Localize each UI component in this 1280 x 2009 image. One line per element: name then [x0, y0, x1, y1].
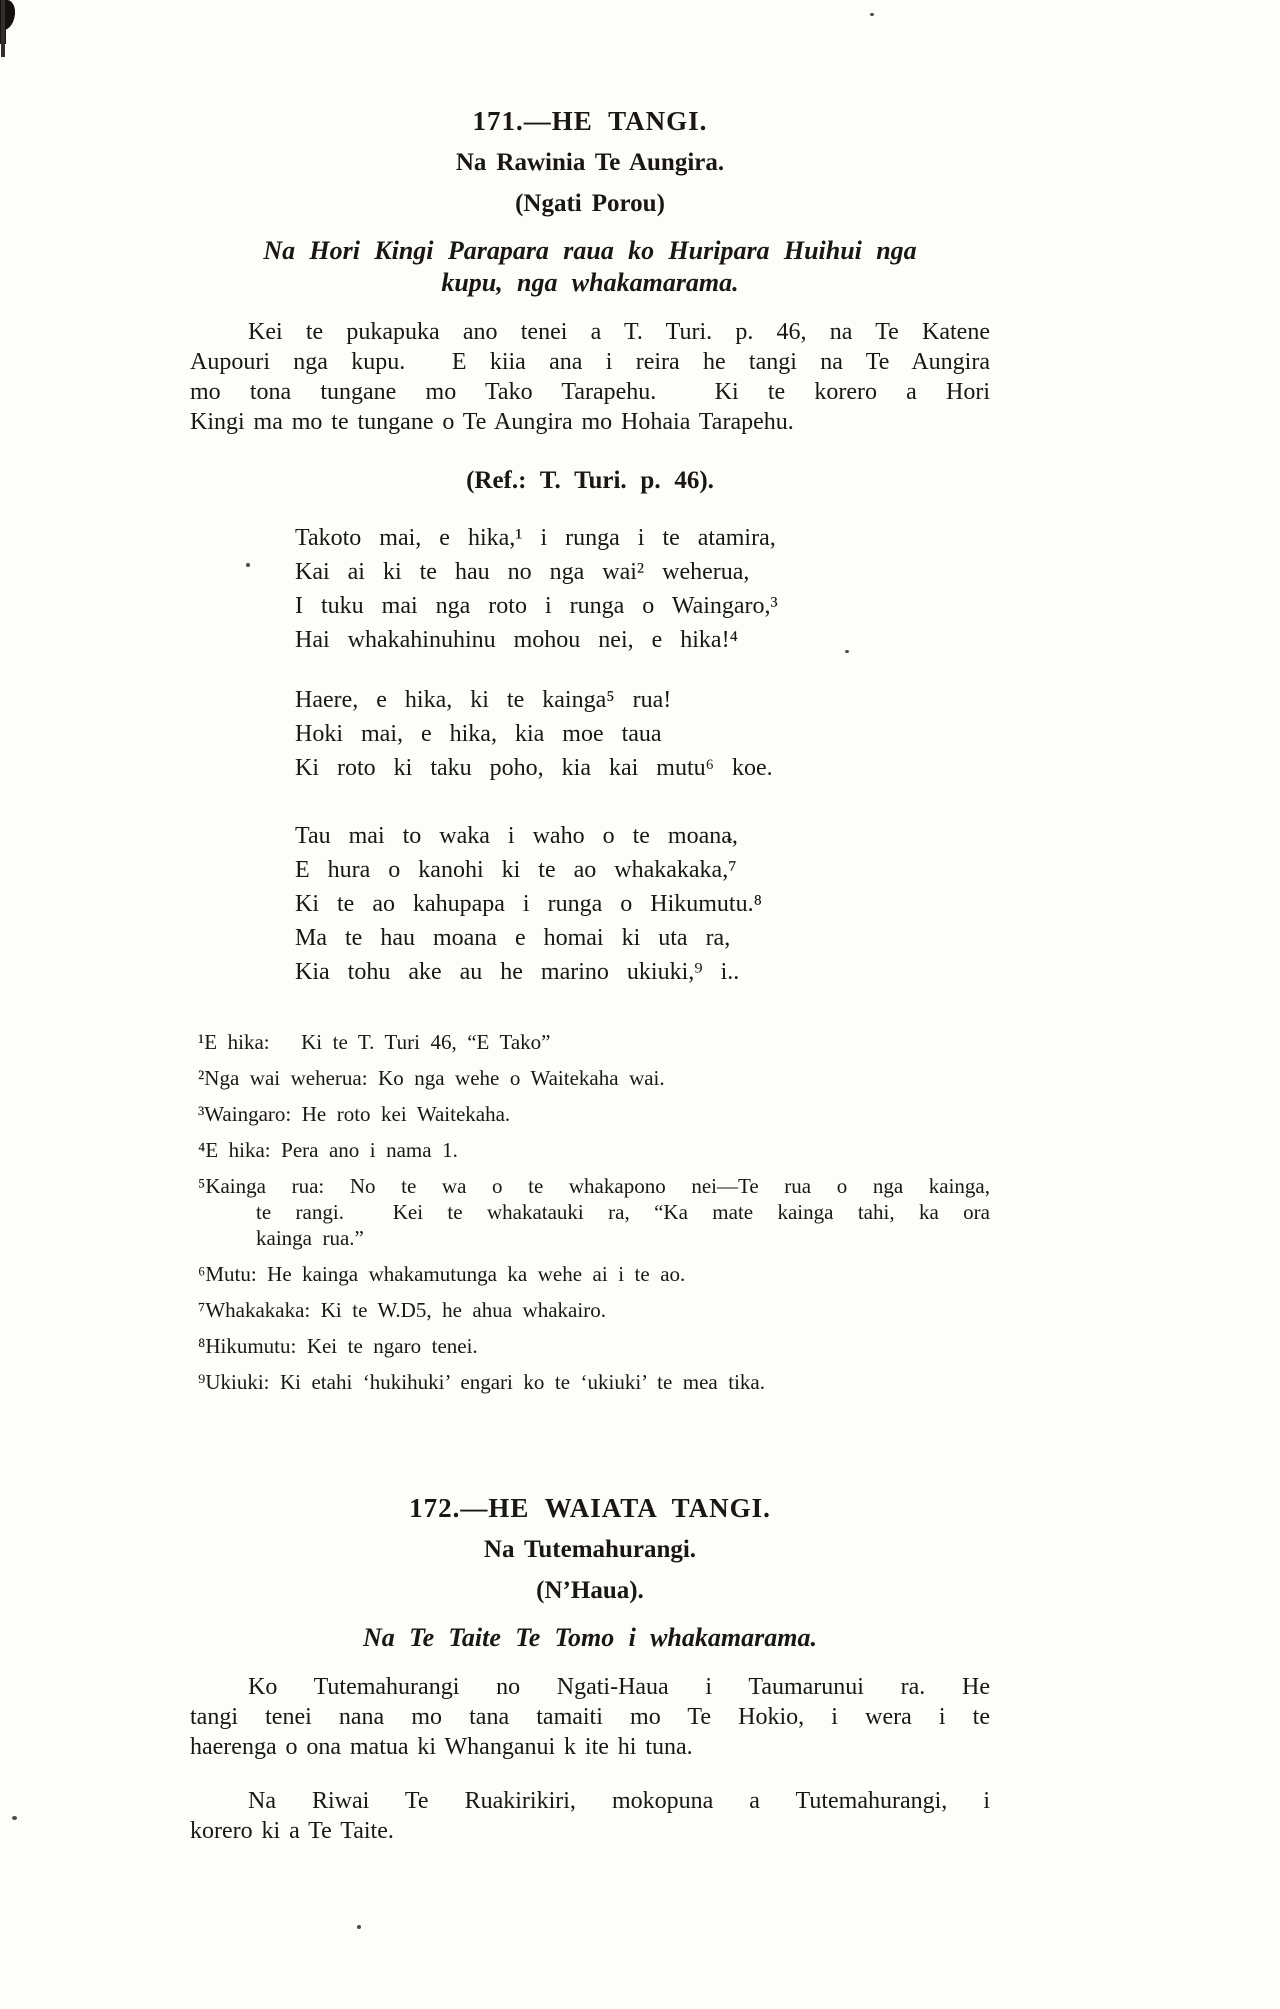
- ink-mark: [1, 0, 5, 57]
- paragraph-line: Aupouri nga kupu. E kiia ana i reira he tangi na Te Aungira: [190, 349, 990, 375]
- footnote-line: ³Waingaro: He roto kei Waitekaha.: [198, 1102, 511, 1126]
- song-172-tribe: (N’Haua).: [536, 1577, 644, 1604]
- text-block: [190, 0, 990, 1846]
- attribution-line: Na Hori Kingi Parapara raua ko Huripara Huihui nga: [263, 236, 917, 265]
- paragraph-line: Kingi ma mo te tungane o Te Aungira mo Hohaia Tarapehu.: [190, 409, 794, 435]
- verse-line: I tuku mai nga roto i runga o Waingaro,³: [295, 593, 778, 619]
- footnote-3: [198, 1101, 990, 1127]
- verse-line: Kia tohu ake au he marino ukiuki,⁹ i..: [295, 959, 740, 985]
- footnote-line: ¹E hika: Ki te T. Turi 46, “E Tako”: [198, 1030, 551, 1054]
- verse-line: E hura o kanohi ki te ao whakakaka,⁷: [295, 857, 737, 883]
- footnote-line: ⁵Kainga rua: No te wa o te whakapono nei—Te rua o nga kainga,: [198, 1174, 990, 1198]
- song-171-intro-paragraph: [190, 317, 990, 437]
- footnote-line: ⁸Hikumutu: Kei te ngaro tenei.: [198, 1334, 478, 1358]
- paragraph-line: korero ki a Te Taite.: [190, 1818, 394, 1844]
- paragraph-line: Na Riwai Te Ruakirikiri, mokopuna a Tutemahurangi, i: [248, 1788, 990, 1814]
- footnote-8: [198, 1333, 990, 1359]
- footnote-line: ⁹Ukiuki: Ki etahi ‘hukihuki’ engari ko te ‘ukiuki’ te mea tika.: [198, 1370, 765, 1394]
- footnote-9: [198, 1369, 990, 1395]
- attribution-line: Na Te Taite Te Tomo i whakamarama.: [363, 1623, 817, 1652]
- ink-dot: [357, 1925, 361, 1929]
- paragraph-line: Kei te pukapuka ano tenei a T. Turi. p. 46, na Te Katene: [248, 319, 990, 345]
- footnote-6: [198, 1261, 990, 1287]
- song-171-author: Na Rawinia Te Aungira.: [455, 149, 725, 176]
- song-171-tribe: (Ngati Porou): [515, 190, 665, 217]
- footnote-7: [198, 1297, 990, 1323]
- stanza-2: [295, 683, 990, 785]
- stanza-3: [295, 819, 990, 989]
- verse-line: Ki roto ki taku poho, kia kai mutu⁶ koe.: [295, 755, 773, 781]
- ink-dot: [12, 1816, 17, 1820]
- footnote-line: ⁷Whakakaka: Ki te W.D5, he ahua whakairo.: [198, 1298, 606, 1322]
- paragraph-line: tangi tenei nana mo tana tamaiti mo Te Hokio, i wera i te: [190, 1704, 990, 1730]
- song-172-paragraph-2: [190, 1786, 990, 1846]
- song-172-paragraph-1: [190, 1672, 990, 1762]
- verse-line: Kai ai ki te hau no nga wai² weherua,: [295, 559, 750, 585]
- footnote-5: [198, 1173, 990, 1251]
- footnote-1: [198, 1029, 990, 1055]
- verse-line: Ki te ao kahupapa i runga o Hikumutu.⁸: [295, 891, 762, 917]
- footnote-line: ⁶Mutu: He kainga whakamutunga ka wehe ai i te ao.: [198, 1262, 686, 1286]
- attribution-line: kupu, nga whakamarama.: [441, 268, 739, 297]
- paragraph-line: haerenga o ona matua ki Whanganui k ite hi tuna.: [190, 1734, 693, 1760]
- song-171-attribution: [190, 235, 990, 299]
- footnote-line: te rangi. Kei te whakatauki ra, “Ka mate kainga tahi, ka ora: [256, 1200, 990, 1224]
- footnote-line: ²Nga wai weherua: Ko nga wehe o Waitekaha wai.: [198, 1066, 665, 1090]
- section-171: [190, 104, 990, 1395]
- verse-line: Tau mai to waka i waho o te moana,: [295, 823, 738, 849]
- song-171-title: 171.—HE TANGI.: [472, 106, 708, 136]
- footnote-4: [198, 1137, 990, 1163]
- footnotes: [198, 1029, 990, 1395]
- footnote-2: [198, 1065, 990, 1091]
- song-172-author: Na Tutemahurangi.: [483, 1536, 697, 1563]
- footnote-line: kainga rua.”: [256, 1226, 364, 1250]
- song-171-reference: (Ref.: T. Turi. p. 46).: [466, 467, 714, 494]
- footnote-line: ⁴E hika: Pera ano i nama 1.: [198, 1138, 458, 1162]
- paragraph-line: mo tona tungane mo Tako Tarapehu. Ki te korero a Hori: [190, 379, 990, 405]
- song-172-attribution: [190, 1622, 990, 1654]
- section-172: [190, 1491, 990, 1846]
- stanza-1: [295, 521, 990, 657]
- verse-line: Haere, e hika, ki te kainga⁵ rua!: [295, 687, 672, 713]
- paragraph-line: Ko Tutemahurangi no Ngati-Haua i Taumarunui ra. He: [248, 1674, 990, 1700]
- song-172-title: 172.—HE WAIATA TANGI.: [409, 1493, 771, 1523]
- verse-line: Takoto mai, e hika,¹ i runga i te atamira,: [295, 525, 776, 551]
- verse-line: Hai whakahinuhinu mohou nei, e hika!⁴: [295, 627, 738, 653]
- verse-line: Hoki mai, e hika, kia moe taua: [295, 721, 662, 747]
- verse-line: Ma te hau moana e homai ki uta ra,: [295, 925, 731, 951]
